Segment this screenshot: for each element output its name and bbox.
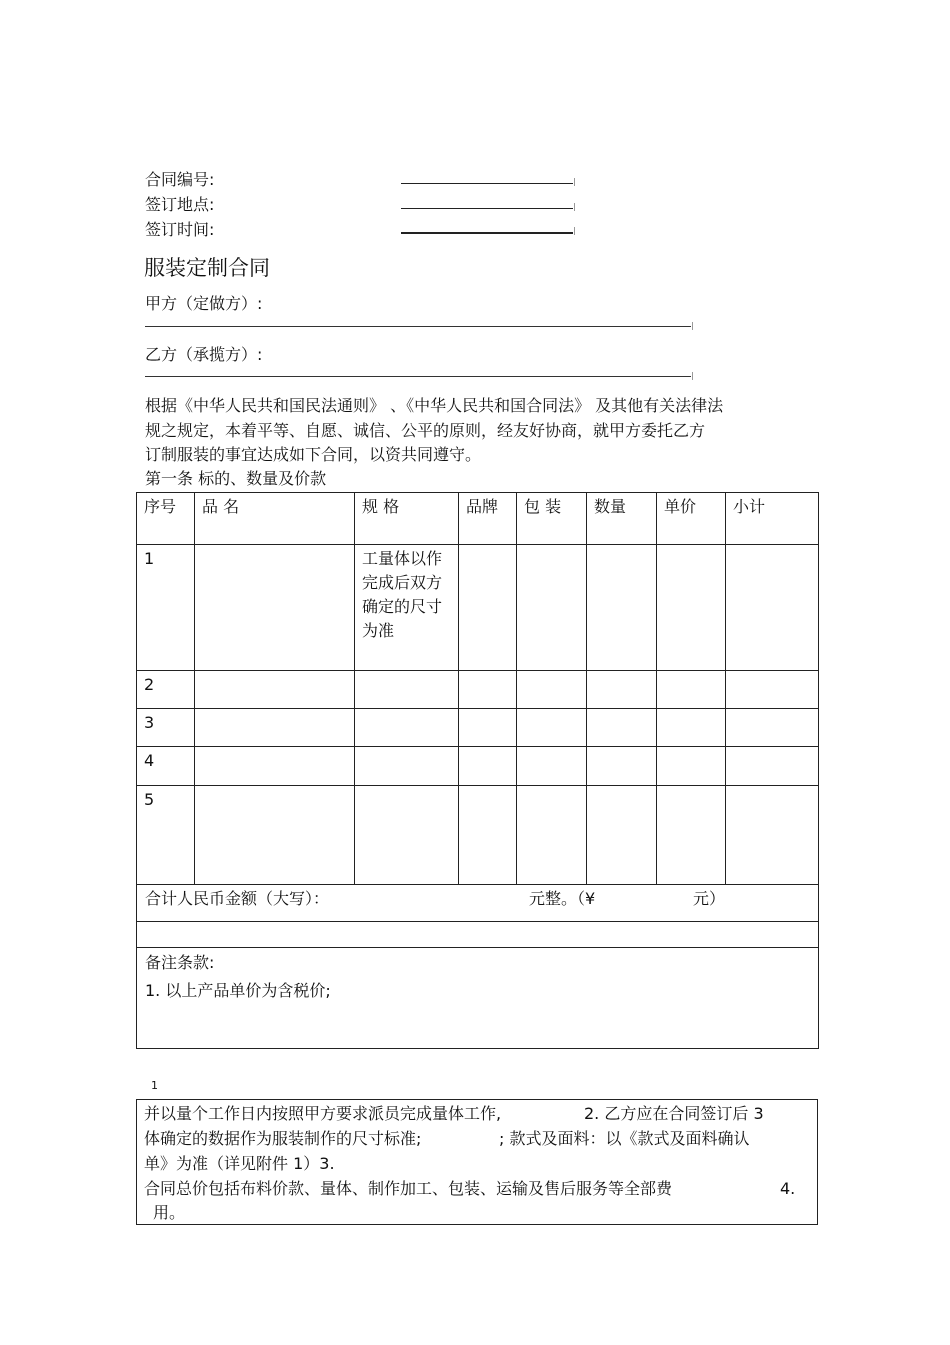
notes-title: 备注条款:	[145, 953, 215, 972]
party-b-line	[145, 376, 691, 377]
sign-time-label: 签订时间:	[145, 220, 215, 239]
clause-line-4a: 合同总价包括布料价款、量体、制作加工、包装、运输及售后服务等全部费	[144, 1179, 673, 1198]
clause-line-2b: ; 款式及面料：以《款式及面料确认	[499, 1129, 750, 1148]
contract-number-line	[401, 183, 573, 184]
total-suffix: 元整。（¥	[529, 889, 596, 908]
table-row	[137, 786, 819, 885]
sign-time-line	[401, 232, 573, 234]
intro-line-1: 根据《中华人民共和国民法通则》 、《中华人民共和国合同法》 及其他有关法律法	[145, 396, 724, 415]
clause-line-2a: 体确定的数据作为服装制作的尺寸标准;	[144, 1129, 422, 1148]
total-row	[137, 885, 819, 922]
brand-cell[interactable]	[459, 671, 517, 709]
brand-cell[interactable]	[459, 709, 517, 747]
row-number: 4	[137, 747, 195, 786]
spec-cell[interactable]	[355, 545, 459, 671]
intro-line-2: 规之规定，本着平等、自愿、诚信、公平的原则，经友好协商，就甲方委托乙方	[145, 421, 706, 440]
spec-cell[interactable]	[355, 747, 459, 786]
subtotal-cell[interactable]	[726, 709, 819, 747]
goods-table	[136, 492, 819, 1049]
header-cell: 包 装	[517, 493, 587, 545]
unit-price-cell[interactable]	[657, 786, 726, 885]
notes-item-1: 1. 以上产品单价为含税价;	[145, 981, 331, 1000]
row-number: 3	[137, 709, 195, 747]
party-a-line	[145, 326, 691, 327]
header-cell: 序号	[137, 493, 195, 545]
total-label: 合计人民币金额（大写）：	[145, 889, 330, 908]
item-name-cell[interactable]	[195, 545, 355, 671]
quantity-cell[interactable]	[587, 747, 657, 786]
blank-row	[137, 922, 819, 948]
line-end-mark	[574, 178, 575, 186]
page-number: 1	[151, 1079, 158, 1092]
clause-line-1b: 2. 乙方应在合同签订后 3	[584, 1104, 764, 1123]
quantity-cell[interactable]	[587, 786, 657, 885]
item-name-cell[interactable]	[195, 786, 355, 885]
header-cell: 数量	[587, 493, 657, 545]
clauses-box	[136, 1099, 818, 1225]
clause-line-4b: 4.	[780, 1179, 796, 1198]
quantity-cell[interactable]	[587, 709, 657, 747]
section-1-heading: 第一条 标的、数量及价款	[145, 469, 327, 488]
party-a-label: 甲方（定做方）:	[145, 294, 263, 313]
unit-price-cell[interactable]	[657, 545, 726, 671]
package-cell[interactable]	[517, 747, 587, 786]
contract-number-label: 合同编号:	[145, 170, 215, 189]
row-number: 2	[137, 671, 195, 709]
clause-line-3: 单》为准（详见附件 1）3.	[144, 1154, 335, 1173]
subtotal-cell[interactable]	[726, 671, 819, 709]
sign-place-label: 签订地点:	[145, 195, 215, 214]
intro-line-3: 订制服装的事宜达成如下合同，以资共同遵守。	[145, 445, 482, 464]
brand-cell[interactable]	[459, 747, 517, 786]
header-cell: 品牌	[459, 493, 517, 545]
line-end-mark	[692, 372, 693, 380]
package-cell[interactable]	[517, 786, 587, 885]
unit-price-cell[interactable]	[657, 671, 726, 709]
spec-cell[interactable]	[355, 671, 459, 709]
quantity-cell[interactable]	[587, 545, 657, 671]
table-row	[137, 671, 819, 709]
subtotal-cell[interactable]	[726, 747, 819, 786]
item-name-cell[interactable]	[195, 671, 355, 709]
subtotal-cell[interactable]	[726, 786, 819, 885]
item-name-cell[interactable]	[195, 709, 355, 747]
row-number: 1	[137, 545, 195, 671]
clause-line-1a: 并以量个工作日内按照甲方要求派员完成量体工作,	[144, 1104, 502, 1123]
table-row	[137, 747, 819, 786]
table-header-row	[137, 493, 819, 545]
table-row	[137, 545, 819, 671]
header-cell: 小计	[726, 493, 819, 545]
brand-cell[interactable]	[459, 786, 517, 885]
spec-text: 工量体以作完成后双方确定的尺寸为准	[362, 549, 443, 640]
document-title: 服装定制合同	[144, 256, 270, 280]
total-yuan: 元）	[693, 889, 726, 908]
package-cell[interactable]	[517, 671, 587, 709]
spec-cell[interactable]	[355, 786, 459, 885]
unit-price-cell[interactable]	[657, 709, 726, 747]
header-cell: 品 名	[195, 493, 355, 545]
spec-cell[interactable]	[355, 709, 459, 747]
blank-cell[interactable]	[137, 922, 819, 948]
package-cell[interactable]	[517, 545, 587, 671]
brand-cell[interactable]	[459, 545, 517, 671]
sign-place-line	[401, 208, 573, 209]
header-cell: 单价	[657, 493, 726, 545]
notes-row	[137, 948, 819, 1049]
row-number: 5	[137, 786, 195, 885]
table-row	[137, 709, 819, 747]
item-name-cell[interactable]	[195, 747, 355, 786]
package-cell[interactable]	[517, 709, 587, 747]
unit-price-cell[interactable]	[657, 747, 726, 786]
total-cell[interactable]	[137, 885, 819, 922]
subtotal-cell[interactable]	[726, 545, 819, 671]
line-end-mark	[574, 203, 575, 211]
line-end-mark	[574, 227, 575, 235]
quantity-cell[interactable]	[587, 671, 657, 709]
header-cell: 规 格	[355, 493, 459, 545]
line-end-mark	[692, 322, 693, 330]
clause-line-5: 用。	[153, 1203, 186, 1222]
notes-cell	[137, 948, 819, 1049]
party-b-label: 乙方（承揽方）:	[145, 345, 263, 364]
